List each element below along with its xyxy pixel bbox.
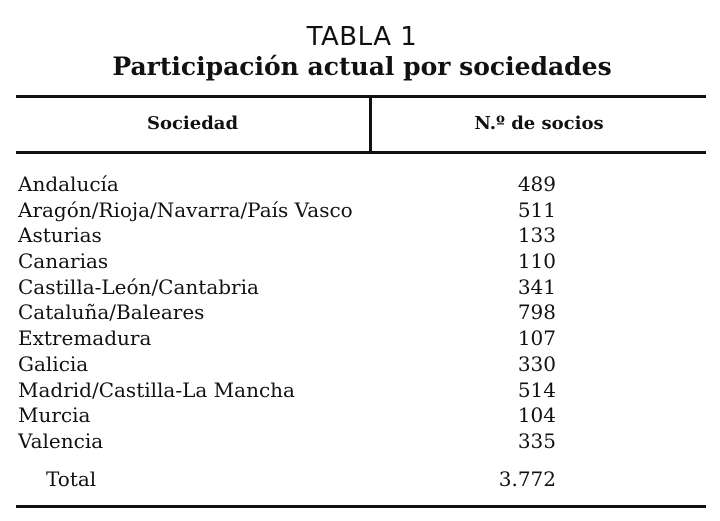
socios-cell: 107 — [517, 326, 556, 351]
sociedad-cell: Aragón/Rioja/Navarra/País Vasco — [18, 197, 353, 222]
table-row — [0, 403, 720, 429]
socios-cell: 341 — [517, 274, 556, 299]
sociedad-cell: Cataluña/Baleares — [18, 300, 205, 325]
table-row — [0, 326, 720, 352]
table-row — [0, 429, 720, 455]
socios-cell: 489 — [517, 172, 556, 196]
sociedad-cell: Extremadura — [18, 326, 152, 351]
socios-cell: 133 — [517, 223, 556, 248]
column-header-socios: N.º de socios — [474, 113, 604, 134]
table-row — [0, 223, 720, 249]
socios-cell: 514 — [517, 377, 556, 402]
sociedad-cell: Galicia — [18, 351, 89, 376]
table-row — [0, 352, 720, 378]
sociedad-cell: Canarias — [18, 249, 109, 274]
socios-cell: 798 — [517, 300, 556, 325]
table-title: Participación actual por sociedades — [112, 52, 612, 81]
table-label: TABLA 1 — [306, 22, 418, 52]
sociedad-cell: Murcia — [18, 403, 91, 428]
table-header-rule — [16, 151, 706, 154]
column-header-sociedad: Sociedad — [146, 113, 239, 134]
sociedad-cell: Asturias — [18, 223, 102, 248]
table-top-rule — [16, 95, 706, 98]
table-row — [0, 249, 720, 275]
total-row — [0, 466, 720, 492]
table-bottom-rule — [16, 505, 706, 508]
sociedad-cell: Madrid/Castilla-La Mancha — [18, 377, 295, 402]
socios-cell: 110 — [517, 249, 556, 274]
table-row — [0, 198, 720, 224]
socios-cell: 104 — [517, 403, 556, 428]
sociedad-cell: Castilla-León/Cantabria — [18, 274, 259, 299]
total-label: Total — [46, 467, 97, 491]
socios-cell: 330 — [517, 351, 556, 376]
socios-cell: 511 — [517, 197, 556, 222]
table-row — [0, 300, 720, 326]
table-row — [0, 378, 720, 404]
sociedad-cell: Andalucía — [18, 172, 119, 196]
table-body — [0, 172, 720, 455]
table-row — [0, 172, 720, 198]
socios-cell: 335 — [517, 428, 556, 453]
total-value: 3.772 — [498, 467, 556, 491]
sociedad-cell: Valencia — [18, 428, 104, 453]
table-row — [0, 275, 720, 301]
